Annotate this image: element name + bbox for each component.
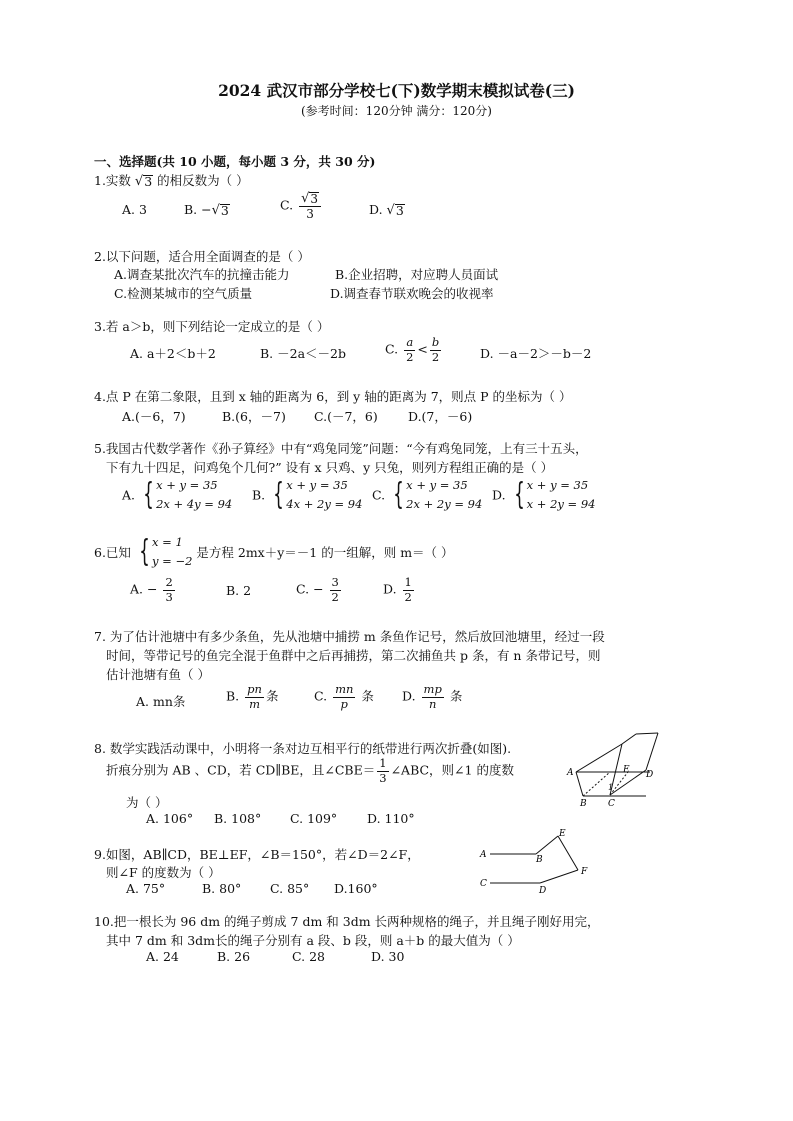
question-9-figure xyxy=(474,826,604,896)
question-4-option-a: A.(－6，7) xyxy=(122,409,186,424)
question-3-option-a: A. a＋2＜b＋2 xyxy=(130,346,216,361)
sqrt-expression: √ 3 xyxy=(134,174,153,189)
question-8-option-b: B. 108° xyxy=(214,811,262,826)
fig9-label-f: F xyxy=(581,867,588,877)
fig9-label-a: A xyxy=(480,850,487,860)
question-8-option-c: C. 109° xyxy=(290,811,338,826)
question-1-stem: 1.实数 √ 3 的相反数为（ ） xyxy=(94,173,249,189)
question-2-option-d: D.调查春节联欢晚会的收视率 xyxy=(330,286,494,301)
question-5-option-c: C. { x + y = 35 2x + 2y = 94 xyxy=(372,477,483,512)
question-1-option-a: A. 3 xyxy=(122,202,147,217)
question-7-option-b: B. $\frac{pn}{m}$ 条 xyxy=(226,682,279,711)
question-10-option-d: D. 30 xyxy=(371,949,405,964)
question-1-option-b: B. − √ 3 xyxy=(184,202,229,218)
question-2-option-c: C.检测某城市的空气质量 xyxy=(114,286,253,301)
question-5-line-2: 下有九十四足，问鸡兔个几何?” 设有 x 只鸡、y 只兔，则列方程组正确的是（ ） xyxy=(106,460,554,475)
question-3-option-d: D. －a－2＞－b－2 xyxy=(480,346,592,361)
question-10-line-2: 其中 7 dm 和 3dm长的绳子分别有 a 段、b 段，则 a＋b 的最大值为（ ） xyxy=(106,933,520,948)
question-4-option-b: B.(6，－7) xyxy=(222,409,286,424)
question-8-option-d: D. 110° xyxy=(367,811,415,826)
fig8-label-c: C xyxy=(608,799,615,809)
fig8-label-e: E xyxy=(623,765,630,775)
fig8-label-d: D xyxy=(646,770,654,780)
question-7-line-3: 估计池塘有鱼（ ） xyxy=(106,667,210,682)
question-6-option-b: B. 2 xyxy=(226,583,252,598)
question-5-line-1: 5.我国古代数学著作《孙子算经》中有“鸡兔同笼”问题：“今有鸡兔同笼，上有三十五头， xyxy=(94,441,588,456)
question-7-line-1: 7. 为了估计池塘中有多少条鱼，先从池塘中捕捞 m 条鱼作记号，然后放回池塘里，经过一段 xyxy=(94,629,605,644)
question-9-line-1: 9.如图，AB∥CD，BE⊥EF，∠B＝150°，若∠D＝2∠F， xyxy=(94,847,420,862)
question-6-option-c: C. − $\frac{3}{2}$ xyxy=(296,575,339,604)
question-2-stem: 2.以下问题，适合用全面调查的是（ ） xyxy=(94,249,310,264)
fig9-label-c: C xyxy=(480,879,487,889)
question-1-option-d: D. √ 3 xyxy=(369,202,404,218)
question-6-option-d: D. $\frac{1}{2}$ xyxy=(383,575,412,604)
fig8-angle-1: 1 xyxy=(608,783,614,792)
question-8-figure xyxy=(566,730,666,810)
question-5-option-d: D. { x + y = 35 x + 2y = 94 xyxy=(492,477,596,512)
question-8-line-1: 8. 数学实践活动课中，小明将一条对边互相平行的纸带进行两次折叠(如图). xyxy=(94,741,512,756)
exam-subtitle: (参考时间：120分钟 满分：120分) xyxy=(301,104,492,118)
question-10-line-1: 10.把一根长为 96 dm 的绳子剪成 7 dm 和 3dm 长两种规格的绳子，并且绳子刚好用完， xyxy=(94,914,600,929)
question-2-option-b: B.企业招聘，对应聘人员面试 xyxy=(335,267,499,282)
question-7-line-2: 时间，等带记号的鱼完全混于鱼群中之后再捕捞，第二次捕鱼共 p 条，有 n 条带记号，则 xyxy=(106,648,601,663)
question-8-option-a: A. 106° xyxy=(146,811,194,826)
question-3-option-c: C. $\frac{a}{2}$ < $\frac{b}{2}$ xyxy=(385,335,440,364)
question-10-option-a: A. 24 xyxy=(146,949,179,964)
fig9-label-b: B xyxy=(536,855,543,865)
fig8-label-a: A xyxy=(567,768,574,778)
question-7-option-d: D. $\frac{mp}{n}$ 条 xyxy=(402,682,463,711)
question-10-option-c: C. 28 xyxy=(292,949,325,964)
question-4-option-c: C.(－7，6) xyxy=(314,409,378,424)
question-9-option-c: C. 85° xyxy=(270,881,310,896)
question-3-option-b: B. －2a＜－2b xyxy=(260,346,346,361)
question-2-option-a: A.调查某批次汽车的抗撞击能力 xyxy=(114,267,290,282)
fig9-label-d: D xyxy=(539,886,547,896)
question-9-line-2: 则∠F 的度数为（ ） xyxy=(106,865,221,880)
question-6-stem: 6.已知 { x = 1 y = −2 是方程 2mx＋y＝－1 的一组解，则 m＝（ ） xyxy=(94,534,454,569)
question-4-option-d: D.(7，－6) xyxy=(408,409,473,424)
question-1-option-c: C. √ 3 3 xyxy=(280,192,323,220)
question-9-option-a: A. 75° xyxy=(126,881,166,896)
exam-title: 2024 武汉市部分学校七(下)数学期末模拟试卷(三) xyxy=(218,81,575,100)
section-heading: 一、选择题(共 10 小题，每小题 3 分，共 30 分) xyxy=(94,154,376,169)
question-3-stem: 3.若 a＞b，则下列结论一定成立的是（ ） xyxy=(94,319,330,334)
question-10-option-b: B. 26 xyxy=(217,949,251,964)
question-9-option-d: D.160° xyxy=(334,881,378,896)
question-7-option-c: C. $\frac{mn}{p}$ 条 xyxy=(314,682,374,711)
question-8-line-2: 折痕分别为 AB 、CD，若 CD∥BE，且∠CBE＝ $\frac{1}{3}$ ∠ABC，则∠1 的度数 xyxy=(106,756,514,785)
question-6-option-a: A. − $\frac{2}{3}$ xyxy=(130,575,173,604)
question-9-option-b: B. 80° xyxy=(202,881,242,896)
fig9-label-e: E xyxy=(559,829,566,839)
question-4-stem: 4.点 P 在第二象限，且到 x 轴的距离为 6，到 y 轴的距离为 7，则点 P 的坐标为（ ） xyxy=(94,389,572,404)
fig8-label-b: B xyxy=(580,799,587,809)
question-7-option-a: A. mn条 xyxy=(136,694,186,709)
question-5-option-b: B. { x + y = 35 4x + 2y = 94 xyxy=(252,477,363,512)
question-8-line-3: 为（ ） xyxy=(126,795,168,810)
question-5-option-a: A. { x + y = 35 2x + 4y = 94 xyxy=(122,477,233,512)
